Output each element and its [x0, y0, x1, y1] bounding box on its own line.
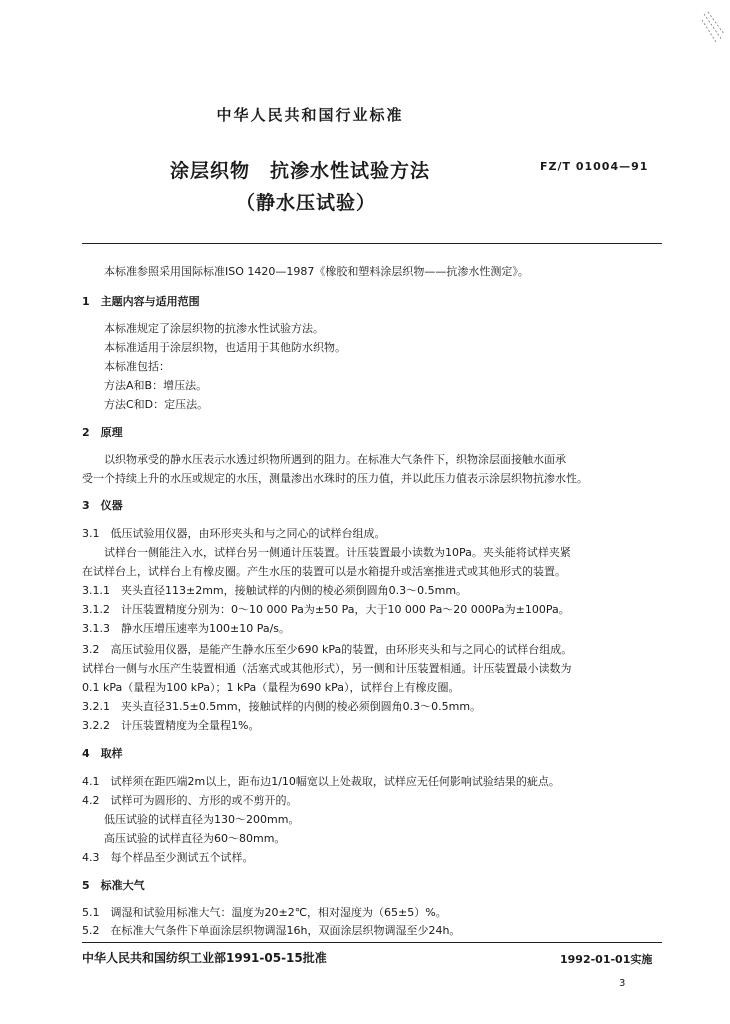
section-1-line: 本标准规定了涂层织物的抗渗水性试验方法。	[104, 322, 324, 335]
section-5-line: 5.1 调湿和试验用标准大气：温度为20±2℃，相对湿度为（65±5）%。	[82, 906, 447, 919]
intro-paragraph: 本标准参照采用国际标准ISO 1420—1987《橡胶和塑料涂层织物——抗渗水性测定》。	[104, 265, 529, 278]
section-3-line: 试样台一侧能注入水，试样台另一侧通计压装置。计压装置最小读数为10Pa。夹头能将试样夹紧	[104, 546, 571, 559]
section-1-line: 方法A和B：增压法。	[104, 379, 208, 392]
footer-divider	[82, 942, 662, 943]
section-3-line: 3.2.1 夹头直径31.5±0.5mm，接触试样的内侧的棱必须倒圆角0.3～0.5mm。	[82, 700, 482, 713]
section-3-line: 3.2.2 计压装置精度为全量程1%。	[82, 719, 260, 732]
document-subtitle: （静水压试验）	[236, 192, 377, 214]
section-5-title: 5 标准大气	[82, 879, 145, 892]
section-1-line: 本标准包括：	[104, 360, 170, 373]
section-3-line: 3.1.1 夹头直径113±2mm，接触试样的内侧的棱必须倒圆角0.3～0.5mm。	[82, 584, 468, 597]
section-3-line: 在试样台上，试样台上有橡皮圈。产生水压的装置可以是水箱提升或活塞推进式或其他形式的装置。	[82, 565, 566, 578]
document-title: 涂层织物 抗渗水性试验方法	[170, 160, 431, 182]
section-4-line: 4.1 试样须在距匹端2m以上，距布边1/10幅宽以上处裁取，试样应无任何影响试验结果的疵点。	[82, 775, 560, 788]
section-4-line: 4.2 试样可为圆形的、方形的或不剪开的。	[82, 794, 298, 807]
section-1-line: 方法C和D：定压法。	[104, 398, 209, 411]
section-3-line: 3.1.2 计压装置精度分别为：0～10 000 Pa为±50 Pa，大于10 000 Pa～20 000Pa为±100Pa。	[82, 603, 570, 616]
approval-statement: 中华人民共和国纺织工业部1991-05-15批准	[82, 951, 327, 965]
section-4-line: 低压试验的试样直径为130～200mm。	[104, 813, 300, 826]
section-3-line: 3.2 高压试验用仪器，是能产生静水压至少690 kPa的装置，由环形夹头和与之同心的试样台组成。	[82, 643, 573, 656]
section-3-line: 3.1.3 静水压增压速率为100±10 Pa/s。	[82, 622, 291, 635]
section-4-title: 4 取样	[82, 747, 123, 760]
section-1-title: 1 主题内容与适用范围	[82, 295, 200, 308]
section-3-line: 试样台一侧与水压产生装置相通（活塞式或其他形式），另一侧和计压装置相通。计压装置最小读数为	[82, 662, 572, 675]
section-2-title: 2 原理	[82, 426, 123, 439]
section-5-line: 5.2 在标准大气条件下单面涂层织物调湿16h，双面涂层织物调湿至少24h。	[82, 924, 461, 937]
section-4-line: 4.3 每个样品至少测试五个试样。	[82, 851, 254, 864]
section-3-title: 3 仪器	[82, 499, 123, 512]
section-1-line: 本标准适用于涂层织物，也适用于其他防水织物。	[104, 341, 346, 354]
issuing-authority: 中华人民共和国行业标准	[216, 106, 404, 124]
scan-mark-icon	[700, 10, 726, 46]
section-2-line: 以织物承受的静水压表示水透过织物所遇到的阻力。在标准大气条件下，织物涂层面接触水面承	[104, 453, 566, 466]
page-number: 3	[619, 978, 626, 989]
standard-number: FZ/T 01004—91	[540, 160, 649, 173]
effective-date: 1992-01-01实施	[560, 953, 653, 966]
section-3-line: 3.1 低压试验用仪器，由环形夹头和与之同心的试样台组成。	[82, 527, 386, 540]
section-4-line: 高压试验的试样直径为60～80mm。	[104, 832, 286, 845]
section-2-line: 受一个持续上升的水压或规定的水压，测量渗出水珠时的压力值，并以此压力值表示涂层织物抗渗水性。	[82, 472, 588, 485]
section-3-line: 0.1 kPa（量程为100 kPa）；1 kPa（量程为690 kPa），试样台上有橡皮圈。	[82, 681, 460, 694]
header-divider	[82, 243, 662, 244]
